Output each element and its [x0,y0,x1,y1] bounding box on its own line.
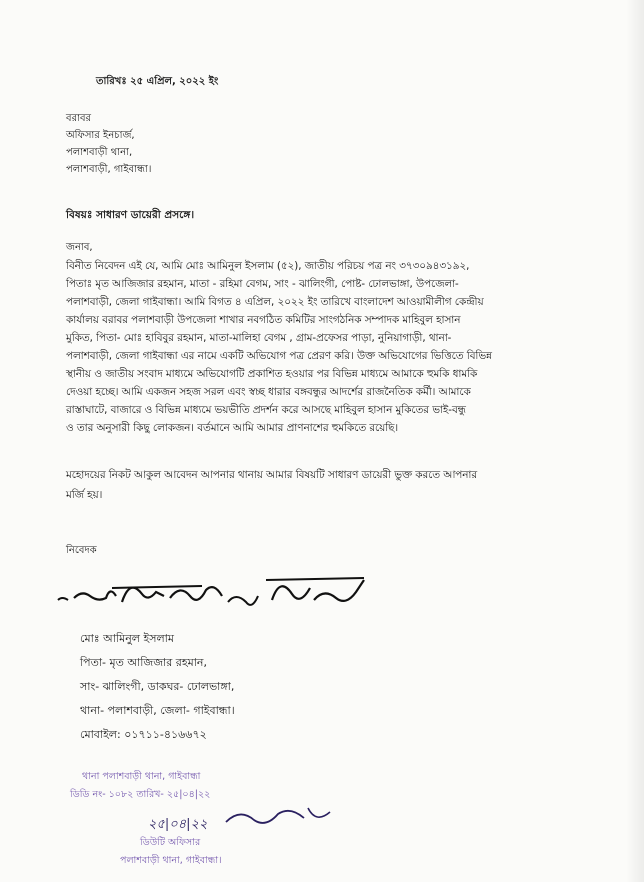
sender-father: পিতা- মৃত আজিজার রহমান, [80,656,207,669]
stamp-line: ডিডি নং- ১০৮২ তারিখ- ২৫|০৪|২২ [70,789,211,800]
stamp-line: ডিউটি অফিসার [140,837,201,848]
body-line: পলাশবাড়ী, জেলা গাইবান্ধা এর নামে একটি অভিযোগ পত্র প্রেরণ করি। উক্ত অভিযোগের ভিত্তিতে বিভিন্ন [66,350,492,362]
sender-name: মোঃ আমিনুল ইসলাম [80,632,174,645]
handwritten-signature [52,566,382,626]
stamp-line: থানা পলাশবাড়ী থানা, গাইবান্ধা [82,771,201,782]
body-line: কার্যালয় বরাবর পলাশবাড়ী উপজেলা শাখার নবগঠিত কমিটির সাংগঠনিক সম্পাদক মাহিবুল হাসান [66,314,461,326]
recipient-address: পলাশবাড়ী, গাইবান্ধা। [66,164,152,175]
closing-label: নিবেদক [66,545,97,556]
body-line: পিতাঃ মৃত আজিজার রহমান, মাতা - রহিমা বেগম, সাং - ঝালিংগী, পোষ্ট- ঢোলভাঙ্গা, উপজেলা- [66,278,459,290]
body-line: পলাশবাড়ী, জেলা গাইবান্ধা। আমি বিগত ৪ এপ্রিল, ২০২২ ইং তারিখে বাংলাদেশ আওয়ামীলীগ কেন্দ্রীয় [66,296,484,308]
body-line: স্থানীয় ও জাতীয় সংবাদ মাধ্যমে অভিযোগটি প্রকাশিত হওয়ার পর বিভিন্ন মাধ্যমে আমাকে হুমকি ধামকি [66,368,478,380]
page-edge-shadow [626,0,644,882]
recipient-title: অফিসার ইনচার্জ, [66,130,135,141]
subject-line: বিষয়ঃ সাধারণ ডায়েরী প্রসঙ্গে। [66,209,195,221]
date-line: তারিখঃ ২৫ এপ্রিল, ২০২২ ইং [96,76,219,87]
recipient-station: পলাশবাড়ী থানা, [66,147,133,158]
sender-mobile: মোবাইল: ০১৭১১-৪১৬৬৭২ [80,728,207,741]
body-line: বিনীত নিবেদন এই যে, আমি মোঃ আমিনুল ইসলাম (৫২), জাতীয় পরিচয় পত্র নং ৩৭৩০৯৪৩১৯২, [66,260,470,272]
body-line: ও তার অনুসারী কিছু লোকজন। বর্তমানে আমি আমার প্রাণনাশের হুমকিতে রয়েছি। [66,422,399,434]
salutation: জনাব, [66,242,93,253]
recipient-to: বরাবর [66,113,92,124]
handwritten-date: ২৫|০৪|২২ [148,817,208,832]
body-line: রাস্তাঘাটে, বাজারে ও বিভিন্ন মাধ্যমে ভয়ভীতি প্রদর্শন করে আসছে মাহিবুল হাসান মুকিতের ভাই-বন্ধু [66,404,466,416]
request-line: মর্জি হয়। [66,489,103,501]
duty-officer-initials [220,798,350,838]
police-stamp [70,762,400,872]
body-line: দেওয়া হচ্ছে। আমি একজন সহজ সরল এবং স্বচ্ছ ধারার বঙ্গবন্ধুর আদর্শের রাজনৈতিক কর্মী। আমাকে [66,386,471,398]
body-line: মুকিত, পিতা- মোঃ হাবিবুর রহমান, মাতা-মালিহা বেগম , গ্রাম-প্রফেসর পাড়া, নুনিয়াগাড়ী, থানা- [66,332,452,344]
stamp-line: পলাশবাড়ী থানা, গাইবান্ধা। [120,855,222,866]
sender-thana: থানা- পলাশবাড়ী, জেলা- গাইবান্ধা। [80,704,235,717]
request-line: মহোদয়ের নিকট আকুল আবেদন আপনার থানায় আমার বিষয়টি সাধারণ ডায়েরী ভুক্ত করতে আপনার [66,469,478,481]
sender-village: সাং- ঝালিংগী, ডাকঘর- ঢোলভাঙ্গা, [80,680,235,693]
